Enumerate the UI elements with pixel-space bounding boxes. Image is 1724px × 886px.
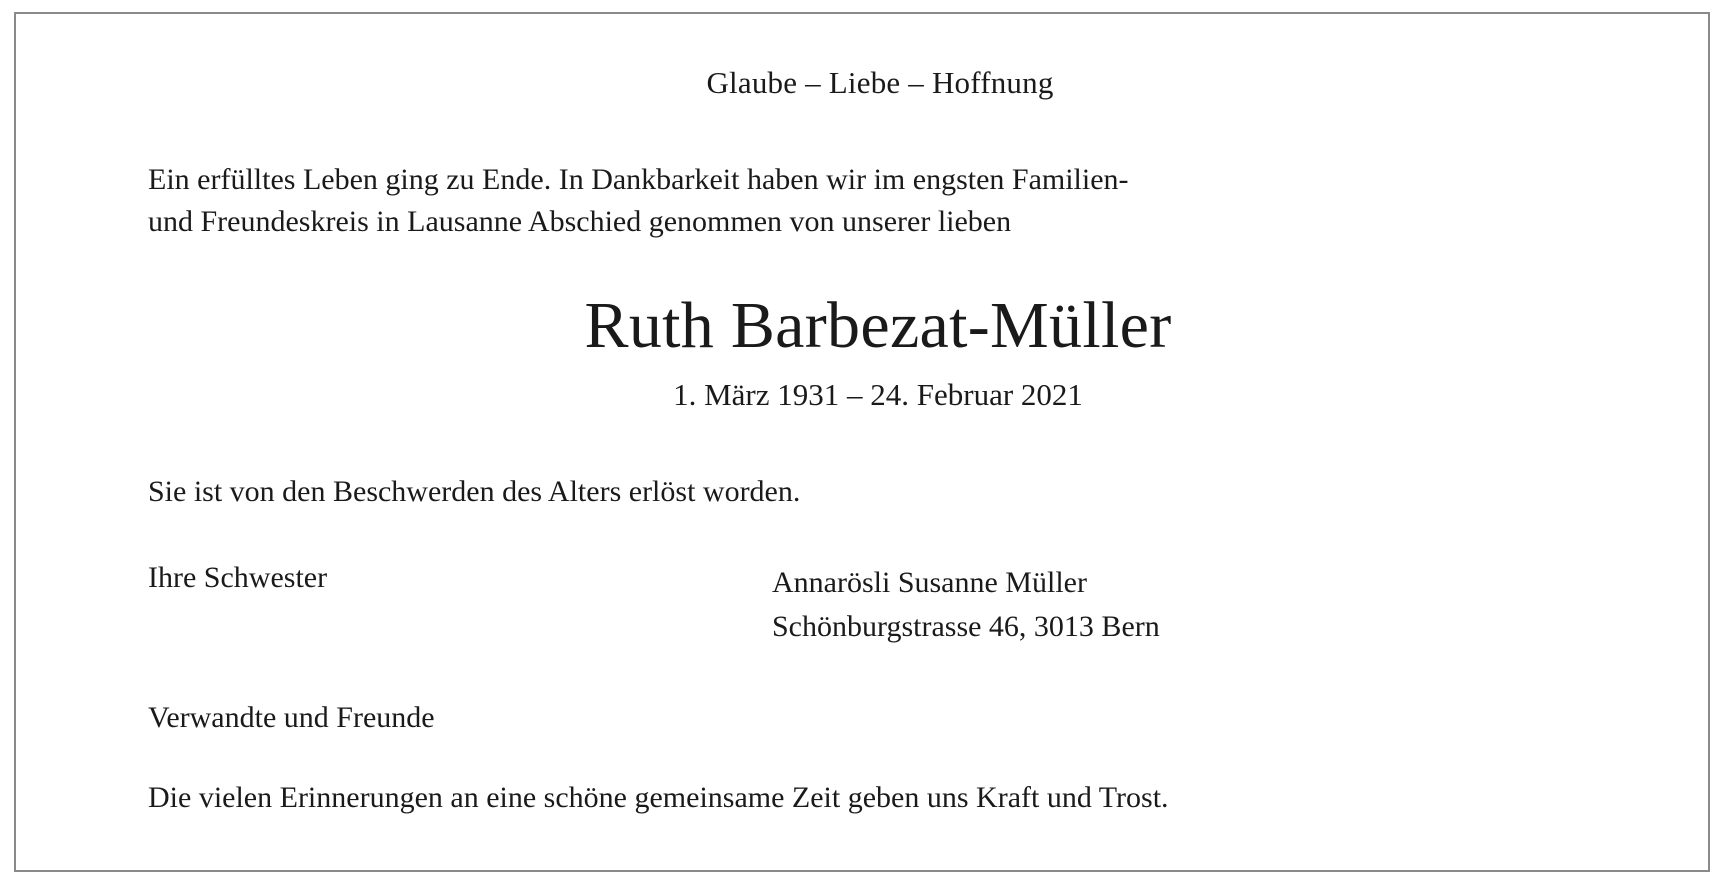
family-contact-name: Annarösli Susanne Müller bbox=[772, 565, 1087, 599]
family-contact bbox=[772, 561, 1160, 650]
intro-line-2: und Freundeskreis in Lausanne Abschied genommen von unserer lieben bbox=[148, 205, 1012, 239]
family-relation-label: Ihre Schwester bbox=[148, 560, 328, 594]
closing-line: Die vielen Erinnerungen an eine schöne gemeinsame Zeit geben uns Kraft und Trost. bbox=[148, 781, 1169, 815]
relatives-line: Verwandte und Freunde bbox=[148, 701, 435, 735]
intro-line-1: Ein erfülltes Leben ging zu Ende. In Dankbarkeit haben wir im engsten Familien- bbox=[148, 162, 1129, 196]
obituary-notice-card bbox=[14, 12, 1710, 872]
motto-text: Glaube – Liebe – Hoffnung bbox=[706, 65, 1054, 100]
family-contact-address: Schönburgstrasse 46, 3013 Bern bbox=[772, 609, 1160, 643]
obituary-content bbox=[16, 14, 1708, 870]
relief-sentence: Sie ist von den Beschwerden des Alters erlöst worden. bbox=[148, 474, 801, 508]
family-block bbox=[148, 561, 1648, 650]
life-dates: 1. März 1931 – 24. Februar 2021 bbox=[673, 376, 1083, 412]
deceased-name: Ruth Barbezat-Müller bbox=[584, 288, 1172, 362]
intro-paragraph bbox=[148, 159, 1418, 244]
